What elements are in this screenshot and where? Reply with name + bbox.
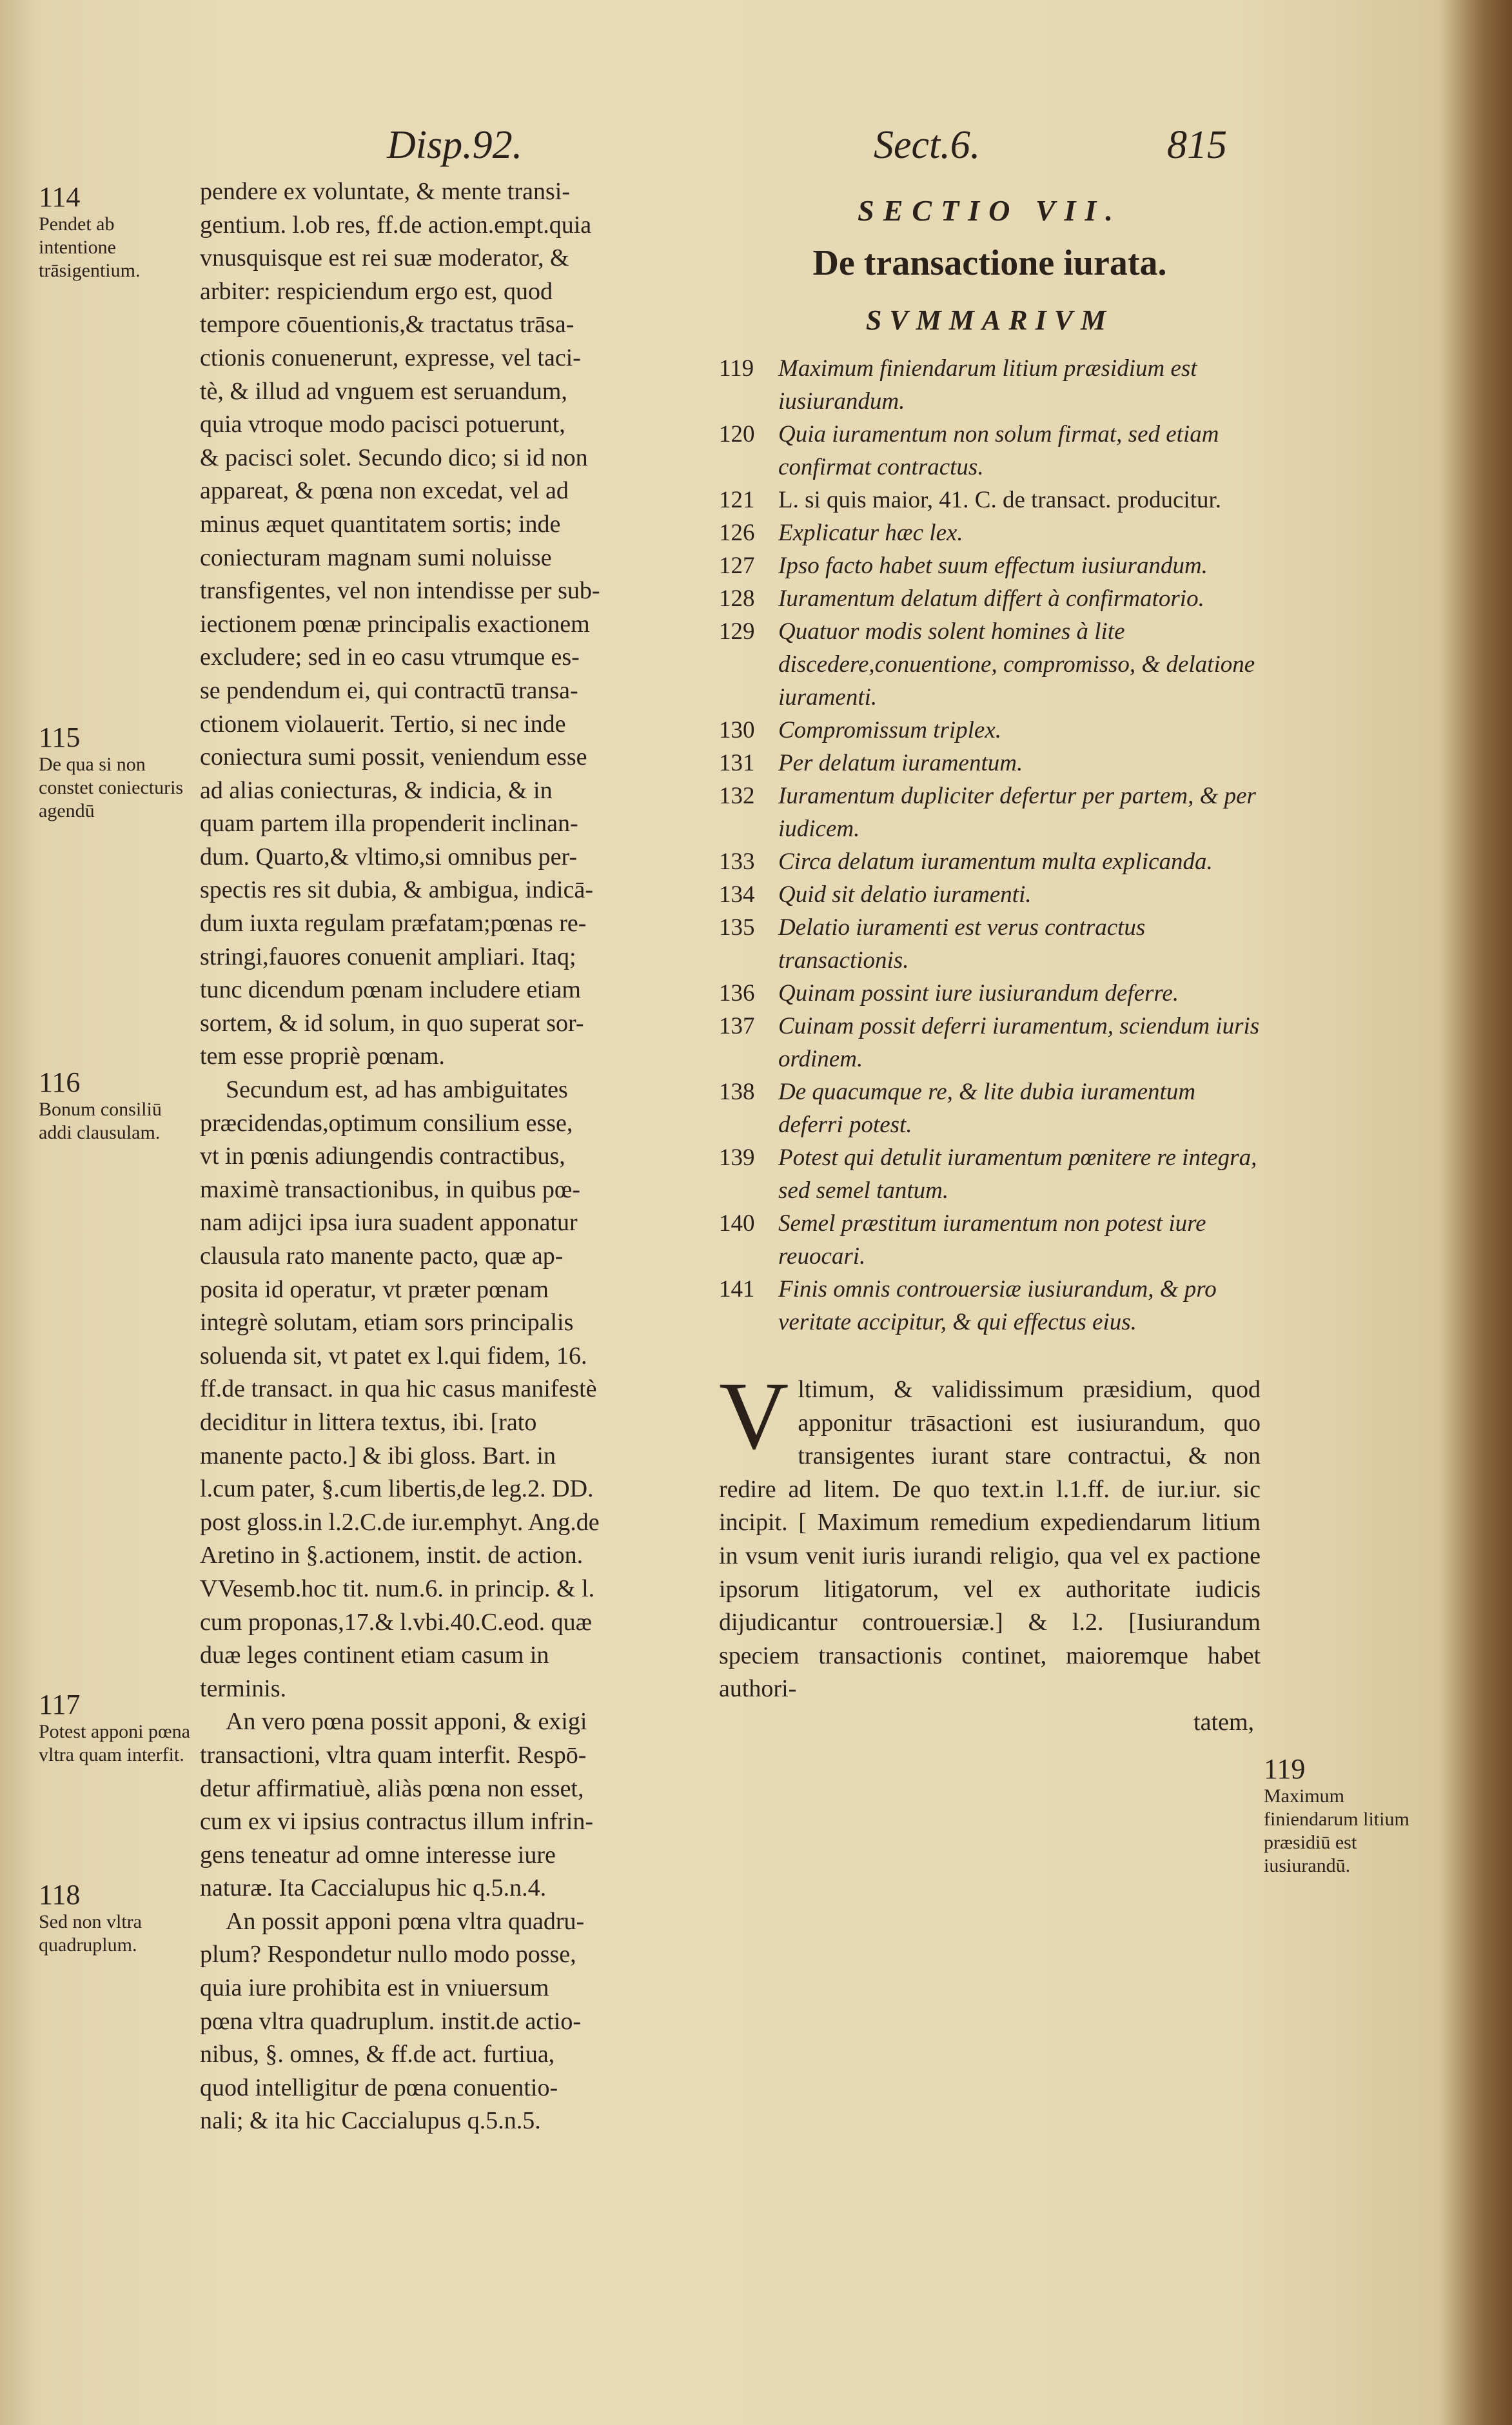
summary-number: 131 [719, 750, 755, 776]
summary-item [719, 582, 1261, 615]
summary-number: 120 [719, 421, 755, 447]
drop-cap: V [719, 1362, 789, 1469]
summary-item [719, 1141, 1261, 1207]
running-head-section: Sect.6. [874, 123, 981, 167]
summary-item [719, 780, 1261, 845]
summary-text: Circa delatum iuramentum multa explicanda. [778, 849, 1213, 875]
section-title: SECTIO VII. [858, 194, 1122, 227]
text-line: cum proponas,17.& l.vbi.40.C.eod. quæ [200, 1608, 592, 1636]
summary-number: 137 [719, 1013, 755, 1039]
margin-note [39, 182, 193, 282]
summary-item [719, 1273, 1261, 1339]
text-line: deciditur in littera textus, ibi. [rato [200, 1408, 537, 1436]
catchword: tatem, [1193, 1708, 1254, 1736]
section-subtitle: De transactione iurata. [812, 243, 1167, 283]
summary-text: Maximum finiendarum litium præsidium est iusiurandum. [778, 355, 1197, 415]
text-line: l.cum pater, §.cum libertis,de leg.2. DD. [200, 1475, 594, 1503]
text-line: cum ex vi ipsius contractus illum infrin- [200, 1808, 594, 1836]
text-line: quia vtroque modo pacisci potuerunt, [200, 411, 565, 438]
summary-number: 133 [719, 849, 755, 875]
summary-item [719, 484, 1261, 516]
margin-note-number: 119 [1264, 1753, 1306, 1785]
text-line: coniectura sumi possit, veniendum esse [200, 743, 587, 771]
text-line: duæ leges continent etiam casum in [200, 1642, 549, 1669]
summary-number: 136 [719, 980, 755, 1006]
summary-text: Ipso facto habet suum effectum iusiurandum. [778, 553, 1208, 579]
text-line: maximè transactionibus, in quibus pœ- [200, 1175, 580, 1203]
summary-number: 119 [719, 355, 754, 382]
text-line: tem esse propriè pœnam. [200, 1043, 445, 1070]
summary-number: 128 [719, 585, 755, 612]
text-line: vt in pœnis adiungendis contractibus, [200, 1143, 565, 1170]
summary-number: 127 [719, 553, 755, 579]
summary-number: 138 [719, 1079, 755, 1105]
summary-text: Quatuor modis solent homines à lite discedere,conuentione, compromisso, & delatione iuramenti. [778, 618, 1255, 711]
summary-text: L. si quis maior, 41. C. de transact. producitur. [778, 487, 1222, 513]
margin-note-text: Pendet ab intentione trāsigentium. [39, 213, 141, 281]
summary-item [719, 911, 1261, 977]
summary-number: 134 [719, 881, 755, 908]
text-line: nibus, §. omnes, & ff.de act. furtiua, [200, 2041, 555, 2068]
margin-note-text: Sed non vltra quadruplum. [39, 1911, 142, 1956]
text-line: quam partem illa propenderit inclinan- [200, 810, 578, 838]
section-body [719, 1362, 1261, 1706]
text-line: ff.de transact. in qua hic casus manifestè [200, 1375, 597, 1403]
summary-number: 140 [719, 1210, 755, 1237]
margin-note-number: 116 [39, 1066, 81, 1098]
summary-item [719, 418, 1261, 484]
text-line: tunc dicendum pœnam includere etiam [200, 976, 581, 1004]
text-line: pœna vltra quadruplum. instit.de actio- [200, 2007, 581, 2035]
text-line: vnusquisque est rei suæ moderator, & [200, 244, 569, 272]
summary-text: Quinam possint iure iusiurandum deferre. [778, 980, 1179, 1006]
text-line: Secundum est, ad has ambiguitates [226, 1076, 568, 1104]
running-head-left: Disp.92. [387, 123, 523, 167]
summary-number: 139 [719, 1144, 755, 1171]
summary-text: Explicatur hæc lex. [778, 520, 963, 546]
summary-text: Delatio iuramenti est verus contractus transactionis. [778, 914, 1146, 974]
text-line: excludere; sed in eo casu vtrumque es- [200, 643, 580, 671]
summary-item [719, 352, 1261, 418]
summary-number: 132 [719, 783, 755, 809]
text-line: transactioni, vltra quam interfit. Respō- [200, 1741, 587, 1769]
summary-text: De quacumque re, & lite dubia iuramentum deferri potest. [778, 1079, 1196, 1138]
margin-note-number: 114 [39, 181, 81, 213]
summary-number: 141 [719, 1276, 755, 1302]
summary-text: Cuinam possit deferri iuramentum, sciendum iuris ordinem. [778, 1013, 1260, 1072]
text-line: arbiter: respiciendum ergo est, quod [200, 277, 553, 305]
text-line: tempore cōuentionis,& tractatus trāsa- [200, 311, 574, 339]
summary-item [719, 1207, 1261, 1273]
text-line: minus æquet quantitatem sortis; inde [200, 510, 561, 538]
body-paragraph: ltimum, & validissimum præsidium, quod apponitur trāsactioni est iusiurandum, quo transigentes iurant stare contractui, & non redire ad litem. De quo text.in l.1.ff. de iur.iur. sic incipit. [ Maximum remedium expediendarum litium in vsum venit iuris iurandi religio, qua vel ex pactione ipsorum litigatorum, vel ex authoritate iudicis dijudicantur controuersiæ.] & l.2. [Iusiurandum speciem transactionis continet, maioremque habet authori- [719, 1376, 1261, 1703]
text-line: Aretino in §.actionem, instit. de action. [200, 1542, 584, 1569]
summary-text: Quia iuramentum non solum firmat, sed etiam confirmat contractus. [778, 421, 1219, 480]
text-line: coniecturam magnam sumi noluisse [200, 544, 552, 571]
margin-note [39, 1880, 193, 1957]
margin-note [39, 1689, 193, 1767]
summary-text: Finis omnis controuersiæ iusiurandum, & pro veritate accipitur, & qui effectus eius. [778, 1276, 1217, 1335]
summary-item [719, 878, 1261, 911]
text-line: pendere ex voluntate, & mente transi- [200, 178, 571, 205]
text-line: sortem, & id solum, in quo superat sor- [200, 1009, 584, 1037]
summary-text: Potest qui detulit iuramentum pœnitere re integra, sed semel tantum. [778, 1144, 1257, 1204]
text-line: detur affirmatiuè, aliàs pœna non esset, [200, 1774, 584, 1802]
text-line: An possit apponi pœna vltra quadru- [226, 1907, 585, 1935]
summary-item [719, 977, 1261, 1010]
text-line: post gloss.in l.2.C.de iur.emphyt. Ang.de [200, 1508, 600, 1536]
summary-item [719, 549, 1261, 582]
text-line: quod intelligitur de pœna conuentio- [200, 2074, 558, 2101]
margin-note-number: 117 [39, 1689, 81, 1720]
margin-note-text: De qua si non constet coniecturis agendū [39, 754, 184, 821]
text-line: naturæ. Ita Caccialupus hic q.5.n.4. [200, 1874, 547, 1902]
summary-item [719, 747, 1261, 780]
text-line: clausula rato manente pacto, quæ ap- [200, 1242, 564, 1270]
text-line: ad alias coniecturas, & indicia, & in [200, 776, 553, 804]
margin-note [39, 722, 193, 823]
text-line: iectionem pœnæ principalis exactionem [200, 610, 590, 638]
summary-text: Semel præstitum iuramentum non potest iure reuocari. [778, 1210, 1206, 1270]
summary-text: Iuramentum delatum differt à confirmatorio. [778, 585, 1204, 612]
text-line: soluenda sit, vt patet ex l.qui fidem, 16. [200, 1342, 587, 1370]
text-line: nali; & ita hic Caccialupus q.5.n.5. [200, 2107, 541, 2135]
summary-number: 135 [719, 914, 755, 941]
summary-item [719, 615, 1261, 714]
page-number: 815 [1167, 123, 1227, 167]
summary-number: 121 [719, 487, 755, 513]
left-column-text [200, 175, 716, 2138]
summary-item [719, 845, 1261, 878]
summary-text: Quid sit delatio iuramenti. [778, 881, 1032, 908]
summary-heading: SVMMARIVM [865, 304, 1114, 336]
text-line: præcidendas,optimum consilium esse, [200, 1109, 573, 1137]
text-line: dum. Quarto,& vltimo,si omnibus per- [200, 843, 578, 870]
summary-text: Compromissum triplex. [778, 717, 1002, 743]
text-line: dum iuxta regulam præfatam;pœnas re- [200, 910, 587, 938]
text-line: & pacisci solet. Secundo dico; si id non [200, 444, 588, 471]
summary-item [719, 714, 1261, 747]
text-line: plum? Respondetur nullo modo posse, [200, 1941, 576, 1968]
text-line: spectis res sit dubia, & ambigua, indicā- [200, 876, 593, 904]
right-column [719, 193, 1261, 1739]
margin-note-number: 118 [39, 1879, 81, 1910]
text-line: terminis. [200, 1674, 287, 1702]
text-line: quia iure prohibita est in vniuersum [200, 1974, 549, 2002]
summary-item [719, 1010, 1261, 1075]
text-line: tè, & illud ad vnguem est seruandum, [200, 377, 567, 405]
text-line: stringi,fauores conuenit ampliari. Itaq; [200, 943, 576, 970]
summary-item [719, 1075, 1261, 1141]
text-line: transfigentes, vel non intendisse per sub- [200, 577, 600, 605]
text-line: ctionem violauerit. Tertio, si nec inde [200, 710, 566, 738]
text-line: An vero pœna possit apponi, & exigi [226, 1708, 587, 1736]
text-line: VVesemb.hoc tit. num.6. in princip. & l. [200, 1575, 595, 1602]
summary-number: 130 [719, 717, 755, 743]
text-line: gens teneatur ad omne interesse iure [200, 1841, 556, 1869]
text-line: ctionis conuenerunt, expresse, vel taci- [200, 344, 581, 371]
text-line: appareat, & pœna non excedat, vel ad [200, 477, 569, 505]
text-line: nam adijci ipsa iura suadent apponatur [200, 1209, 578, 1237]
text-line: integrè solutam, etiam sors principalis [200, 1309, 574, 1337]
text-line: se pendendum ei, qui contractū transa- [200, 676, 578, 704]
text-line: posita id operatur, vt præter pœnam [200, 1275, 549, 1303]
summary-item [719, 516, 1261, 549]
summary-text: Per delatum iuramentum. [778, 750, 1023, 776]
text-line: gentium. l.ob res, ff.de action.empt.quia [200, 211, 592, 239]
text-line: manente pacto.] & ibi gloss. Bart. in [200, 1442, 556, 1469]
margin-note-text: Potest apponi pœna vltra quam interfit. [39, 1721, 190, 1765]
margin-note-right [1264, 1754, 1412, 1878]
margin-note [39, 1067, 193, 1144]
margin-note-number: 115 [39, 722, 81, 753]
summary-number: 126 [719, 520, 755, 546]
margin-note-text: Bonum consiliū addi clausulam. [39, 1099, 162, 1143]
summary-list [719, 352, 1261, 1339]
summary-number: 129 [719, 618, 755, 645]
margin-note-text: Maximum finiendarum litium præsidiū est iusiurandū. [1264, 1785, 1409, 1876]
summary-text: Iuramentum dupliciter defertur per partem, & per iudicem. [778, 783, 1256, 842]
